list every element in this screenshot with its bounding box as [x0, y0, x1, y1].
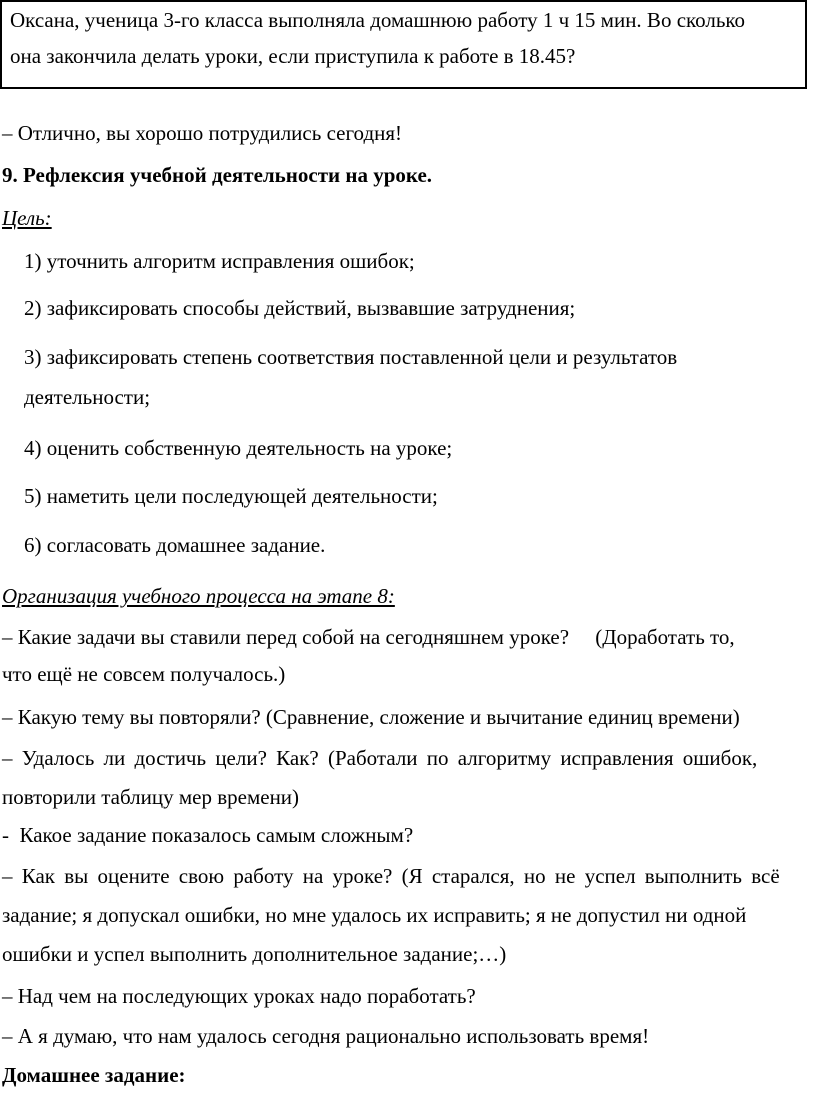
organization-line-10: – Над чем на последующих уроках надо поработать? — [2, 984, 476, 1008]
organization-line-2: что ещё не совсем получалось.) — [2, 662, 286, 686]
organization-line-6: - Какое задание показалось самым сложным? — [2, 823, 414, 847]
organization-line-8: задание; я допускал ошибки, но мне удалось их исправить; я не допустил ни одной — [2, 903, 747, 927]
task-text-line-2: она закончила делать уроки, если приступила к работе в 18.45? — [10, 44, 576, 68]
task-box — [0, 0, 807, 89]
goal-item-4: 4) оценить собственную деятельность на уроке; — [24, 436, 453, 460]
organization-line-7: – Как вы оцените свою работу на уроке? (Я старался, но не успел выполнить всё — [2, 864, 780, 888]
organization-line-9: ошибки и успел выполнить дополнительное задание;…) — [2, 942, 507, 966]
goal-item-3: 3) зафиксировать степень соответствия поставленной цели и результатов — [24, 345, 678, 369]
organization-label: Организация учебного процесса на этапе 8: — [2, 584, 395, 608]
goal-item-1: 1) уточнить алгоритм исправления ошибок; — [24, 249, 415, 273]
goal-item-3-continued: деятельности; — [24, 385, 151, 409]
goal-item-5: 5) наметить цели последующей деятельности; — [24, 484, 438, 508]
organization-line-3: – Какую тему вы повторяли? (Сравнение, сложение и вычитание единиц времени) — [2, 705, 740, 729]
task-text-line-1: Оксана, ученица 3-го класса выполняла домашнюю работу 1 ч 15 мин. Во сколько — [10, 8, 746, 32]
organization-line-1: – Какие задачи вы ставили перед собой на сегодняшнем уроке? (Доработать то, — [2, 625, 735, 649]
homework-heading: Домашнее задание: — [2, 1063, 186, 1087]
organization-line-11: – А я думаю, что нам удалось сегодня рационально использовать время! — [2, 1024, 650, 1048]
praise-text: – Отлично, вы хорошо потрудились сегодня! — [2, 121, 403, 145]
goal-item-2: 2) зафиксировать способы действий, вызвавшие затруднения; — [24, 296, 576, 320]
goal-label: Цель: — [2, 206, 52, 230]
organization-line-5: повторили таблицу мер времени) — [2, 785, 300, 809]
goal-item-6: 6) согласовать домашнее задание. — [24, 533, 326, 557]
organization-line-4: – Удалось ли достичь цели? Как? (Работали по алгоритму исправления ошибок, — [2, 746, 758, 770]
section-heading: 9. Рефлексия учебной деятельности на уроке. — [2, 163, 433, 187]
